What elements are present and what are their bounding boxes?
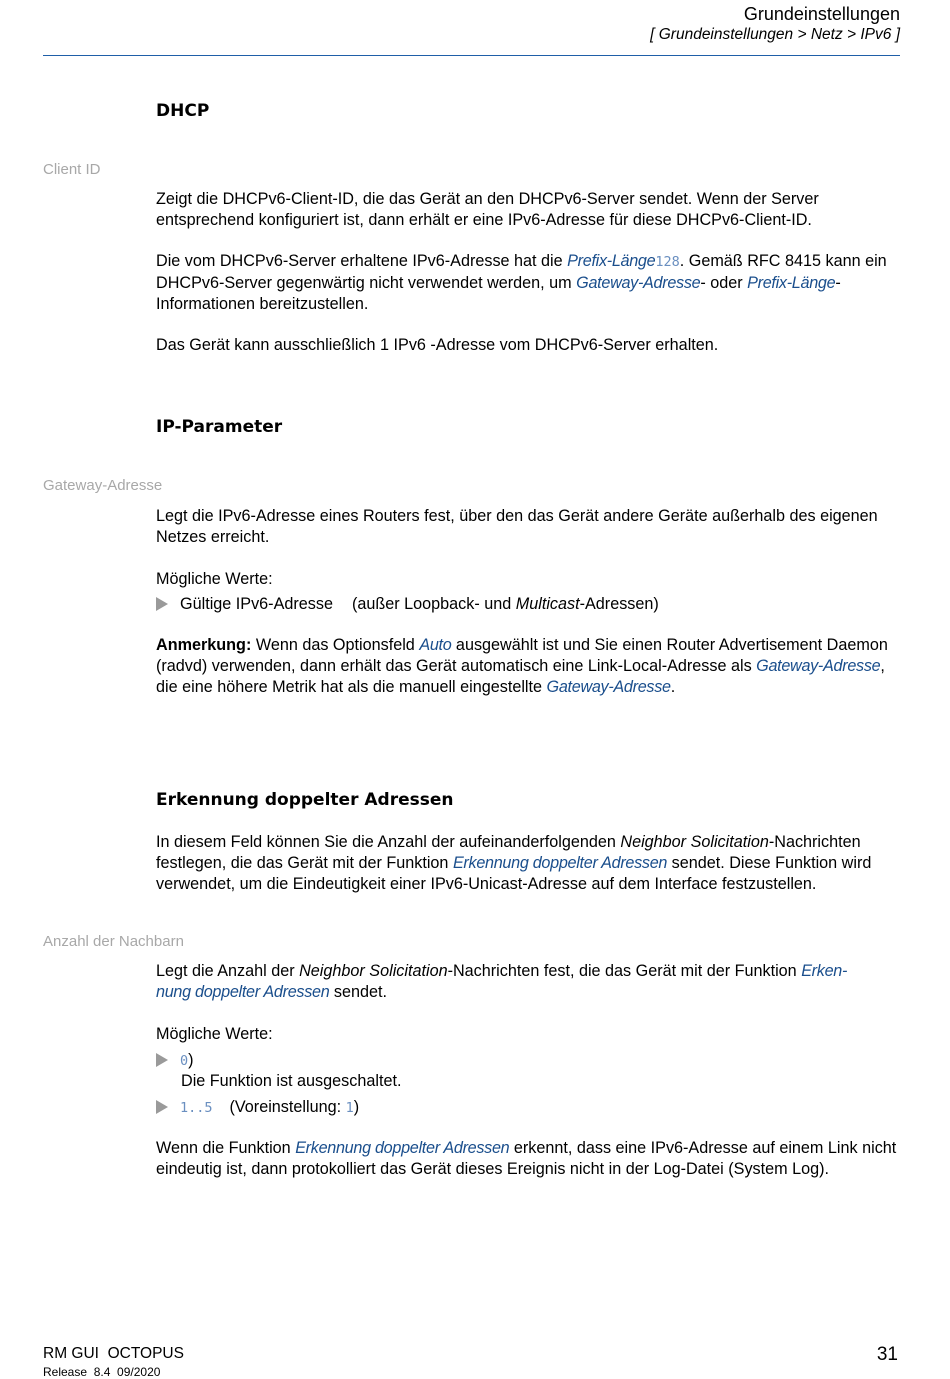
bullet-triangle-icon <box>156 1053 168 1067</box>
link-gateway-address[interactable]: Gateway-Adresse <box>756 657 881 675</box>
list-item: 1..5 (Voreinstellung: 1) <box>156 1097 359 1119</box>
link-dad[interactable]: Erken- <box>801 962 848 980</box>
section-heading-dhcp: DHCP <box>156 101 210 121</box>
field-label-neighbor-count: Anzahl der Nachbarn <box>43 933 184 950</box>
page-header-title: Grundeinstellungen <box>743 4 900 24</box>
footer-release: Release 8.4 09/2020 <box>43 1365 161 1379</box>
dhcp-paragraph-2: Die vom DHCPv6-Server erhaltene IPv6-Adresse hat die Prefix-Länge128. Gemäß RFC 8415 kann ein DHCPv6-Server gegenwärtig nicht verwendet werden, um Gateway-Adresse- oder Prefix-Länge-Informationen bereitzustellen. <box>156 252 887 313</box>
dhcp-paragraph-1: Zeigt die DHCPv6-Client-ID, die das Gerät an den DHCPv6-Server sendet. Wenn der Server entsprechend konfiguriert ist, dann erhält er eine IPv6-Adresse für diese DHCPv6-Client-ID. <box>156 190 819 229</box>
bullet-triangle-icon <box>156 597 168 611</box>
link-dad[interactable]: nung doppelter Adressen <box>156 983 330 1001</box>
neighbor-paragraph: Legt die Anzahl der Neighbor Solicitation-Nachrichten fest, die das Gerät mit der Funktion Erken- nung doppelter Adressen sendet. <box>156 962 848 1001</box>
section-heading-ip-parameter: IP-Parameter <box>156 417 283 437</box>
field-label-client-id: Client ID <box>43 161 101 178</box>
link-gateway-address[interactable]: Gateway-Adresse <box>546 678 671 696</box>
link-gateway-address[interactable]: Gateway-Adresse <box>576 274 701 292</box>
possible-values-label: Mögliche Werte: <box>156 570 273 588</box>
field-label-gateway-address: Gateway-Adresse <box>43 477 163 494</box>
footer-document-title: RM GUI OCTOPUS <box>43 1345 184 1362</box>
page-number: 31 <box>876 1344 898 1365</box>
possible-values-label: Mögliche Werte: <box>156 1025 273 1043</box>
note-paragraph: Anmerkung: Wenn das Optionsfeld Auto ausgewählt ist und Sie einen Router Advertisement Daemon (radvd) verwenden, dann erhält das Gerät automatisch eine Link-Local-Adresse als Gateway-Adresse, die eine höhere Metrik hat als die manuell eingestellte Gateway-Adresse. <box>156 636 888 696</box>
dhcp-paragraph-3: Das Gerät kann ausschließlich 1 IPv6 -Adresse vom DHCPv6-Server erhalten. <box>156 336 719 354</box>
dad-log-paragraph: Wenn die Funktion Erkennung doppelter Adressen erkennt, dass eine IPv6-Adresse auf einem Link nicht eindeutig ist, dann protokolliert das Gerät dieses Ereignis nicht in der Log-Datei (System Log). <box>156 1139 897 1178</box>
list-item: Gültige IPv6-Adresse (außer Loopback- und Multicast-Adressen) <box>156 594 659 615</box>
section-heading-dad: Erkennung doppelter Adressen <box>156 790 454 810</box>
link-auto[interactable]: Auto <box>419 636 452 654</box>
header-divider <box>43 55 900 56</box>
breadcrumb: [ Grundeinstellungen > Netz > IPv6 ] <box>650 26 900 43</box>
link-prefix-length[interactable]: Prefix-Länge <box>567 252 656 270</box>
value-description: Die Funktion ist ausgeschaltet. <box>181 1072 402 1090</box>
bullet-triangle-icon <box>156 1100 168 1114</box>
link-dad[interactable]: Erkennung doppelter Adressen <box>452 854 668 872</box>
dad-intro-paragraph: In diesem Feld können Sie die Anzahl der aufeinanderfolgenden Neighbor Solicitation-Nachrichten festlegen, die das Gerät mit der Funktion Erkennung doppelter Adressen sendet. Diese Funktion wird verwendet, um die Eindeutigkeit einer IPv6-Unicast-Adresse auf dem Interface festzustellen. <box>156 833 872 893</box>
list-item: 0) <box>156 1050 194 1072</box>
link-prefix-length[interactable]: Prefix-Länge <box>747 274 836 292</box>
gateway-paragraph: Legt die IPv6-Adresse eines Routers fest, über den das Gerät andere Geräte außerhalb des eigenen Netzes erreicht. <box>156 507 878 546</box>
code-value: 128 <box>655 254 680 270</box>
link-dad[interactable]: Erkennung doppelter Adressen <box>295 1139 510 1157</box>
